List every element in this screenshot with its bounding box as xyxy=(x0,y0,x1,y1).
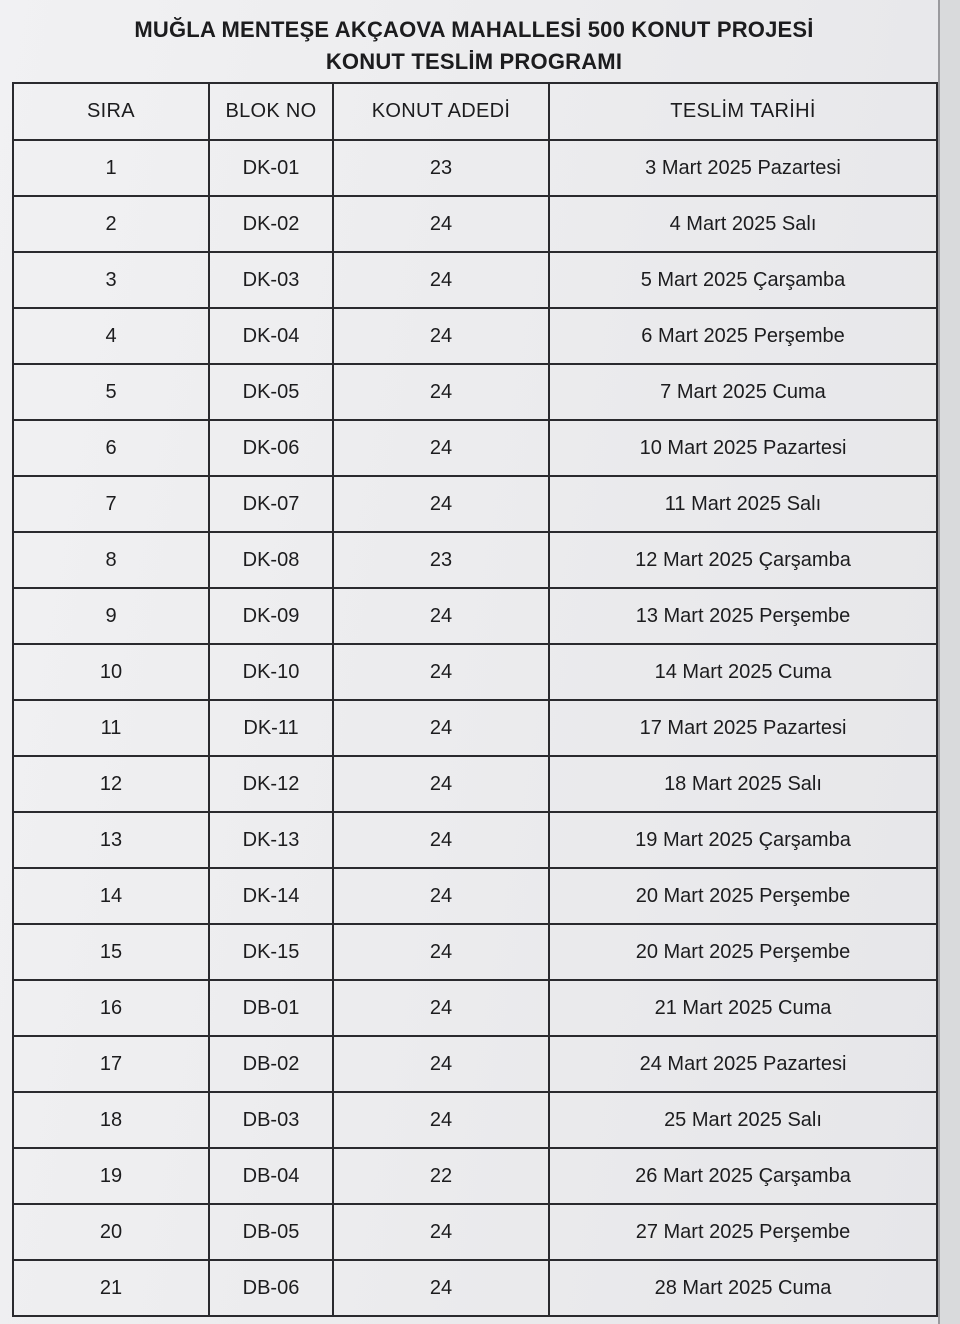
cell-sira: 15 xyxy=(13,924,209,980)
cell-sira: 6 xyxy=(13,420,209,476)
document-title xyxy=(12,0,936,82)
table-row xyxy=(13,588,937,644)
table-row xyxy=(13,756,937,812)
table-row xyxy=(13,812,937,868)
table-row xyxy=(13,1204,937,1260)
cell-blok-no: DB-02 xyxy=(209,1036,333,1092)
cell-konut-adedi: 22 xyxy=(333,1148,549,1204)
cell-blok-no: DK-02 xyxy=(209,196,333,252)
table-row xyxy=(13,252,937,308)
table-row xyxy=(13,980,937,1036)
cell-blok-no: DB-03 xyxy=(209,1092,333,1148)
table-row xyxy=(13,1092,937,1148)
cell-konut-adedi: 24 xyxy=(333,1036,549,1092)
cell-teslim-tarihi: 3 Mart 2025 Pazartesi xyxy=(549,140,937,196)
cell-sira: 19 xyxy=(13,1148,209,1204)
cell-teslim-tarihi: 20 Mart 2025 Perşembe xyxy=(549,924,937,980)
cell-konut-adedi: 24 xyxy=(333,252,549,308)
table-body xyxy=(13,140,937,1316)
cell-sira: 21 xyxy=(13,1260,209,1316)
cell-sira: 16 xyxy=(13,980,209,1036)
cell-sira: 18 xyxy=(13,1092,209,1148)
cell-teslim-tarihi: 5 Mart 2025 Çarşamba xyxy=(549,252,937,308)
cell-sira: 3 xyxy=(13,252,209,308)
cell-teslim-tarihi: 13 Mart 2025 Perşembe xyxy=(549,588,937,644)
cell-teslim-tarihi: 19 Mart 2025 Çarşamba xyxy=(549,812,937,868)
table-row xyxy=(13,700,937,756)
cell-teslim-tarihi: 14 Mart 2025 Cuma xyxy=(549,644,937,700)
cell-teslim-tarihi: 4 Mart 2025 Salı xyxy=(549,196,937,252)
cell-blok-no: DK-10 xyxy=(209,644,333,700)
cell-teslim-tarihi: 27 Mart 2025 Perşembe xyxy=(549,1204,937,1260)
cell-teslim-tarihi: 21 Mart 2025 Cuma xyxy=(549,980,937,1036)
cell-blok-no: DK-11 xyxy=(209,700,333,756)
table-row xyxy=(13,532,937,588)
table-row xyxy=(13,140,937,196)
cell-konut-adedi: 24 xyxy=(333,196,549,252)
cell-sira: 2 xyxy=(13,196,209,252)
cell-blok-no: DK-04 xyxy=(209,308,333,364)
header-konut-adedi: KONUT ADEDİ xyxy=(333,83,549,140)
header-sira: SIRA xyxy=(13,83,209,140)
cell-konut-adedi: 24 xyxy=(333,644,549,700)
cell-konut-adedi: 24 xyxy=(333,1204,549,1260)
delivery-schedule-table xyxy=(12,82,938,1317)
table-row xyxy=(13,308,937,364)
cell-sira: 1 xyxy=(13,140,209,196)
cell-teslim-tarihi: 25 Mart 2025 Salı xyxy=(549,1092,937,1148)
cell-blok-no: DK-09 xyxy=(209,588,333,644)
project-title: MUĞLA MENTEŞE AKÇAOVA MAHALLESİ 500 KONUT PROJESİ xyxy=(134,17,814,42)
cell-sira: 4 xyxy=(13,308,209,364)
table-row xyxy=(13,924,937,980)
header-teslim-tarihi: TESLİM TARİHİ xyxy=(549,83,937,140)
cell-konut-adedi: 24 xyxy=(333,476,549,532)
cell-sira: 12 xyxy=(13,756,209,812)
cell-teslim-tarihi: 20 Mart 2025 Perşembe xyxy=(549,868,937,924)
cell-teslim-tarihi: 18 Mart 2025 Salı xyxy=(549,756,937,812)
cell-sira: 10 xyxy=(13,644,209,700)
cell-blok-no: DK-05 xyxy=(209,364,333,420)
cell-teslim-tarihi: 24 Mart 2025 Pazartesi xyxy=(549,1036,937,1092)
cell-blok-no: DK-07 xyxy=(209,476,333,532)
cell-teslim-tarihi: 11 Mart 2025 Salı xyxy=(549,476,937,532)
cell-sira: 9 xyxy=(13,588,209,644)
table-row xyxy=(13,364,937,420)
cell-konut-adedi: 24 xyxy=(333,420,549,476)
cell-blok-no: DB-01 xyxy=(209,980,333,1036)
cell-konut-adedi: 24 xyxy=(333,980,549,1036)
cell-konut-adedi: 24 xyxy=(333,812,549,868)
cell-blok-no: DK-13 xyxy=(209,812,333,868)
cell-blok-no: DK-08 xyxy=(209,532,333,588)
table-row xyxy=(13,1036,937,1092)
table-row xyxy=(13,644,937,700)
cell-teslim-tarihi: 28 Mart 2025 Cuma xyxy=(549,1260,937,1316)
cell-teslim-tarihi: 12 Mart 2025 Çarşamba xyxy=(549,532,937,588)
cell-blok-no: DB-04 xyxy=(209,1148,333,1204)
cell-teslim-tarihi: 6 Mart 2025 Perşembe xyxy=(549,308,937,364)
schedule-title: KONUT TESLİM PROGRAMI xyxy=(325,49,623,74)
table-row xyxy=(13,196,937,252)
cell-sira: 14 xyxy=(13,868,209,924)
cell-konut-adedi: 24 xyxy=(333,588,549,644)
cell-sira: 5 xyxy=(13,364,209,420)
cell-blok-no: DB-05 xyxy=(209,1204,333,1260)
cell-sira: 11 xyxy=(13,700,209,756)
cell-blok-no: DK-03 xyxy=(209,252,333,308)
cell-teslim-tarihi: 26 Mart 2025 Çarşamba xyxy=(549,1148,937,1204)
cell-sira: 20 xyxy=(13,1204,209,1260)
cell-blok-no: DK-06 xyxy=(209,420,333,476)
cell-konut-adedi: 24 xyxy=(333,700,549,756)
header-blok-no: BLOK NO xyxy=(209,83,333,140)
cell-teslim-tarihi: 17 Mart 2025 Pazartesi xyxy=(549,700,937,756)
cell-blok-no: DK-12 xyxy=(209,756,333,812)
table-row xyxy=(13,1148,937,1204)
table-row xyxy=(13,476,937,532)
cell-konut-adedi: 24 xyxy=(333,1092,549,1148)
cell-sira: 17 xyxy=(13,1036,209,1092)
table-row xyxy=(13,420,937,476)
cell-teslim-tarihi: 7 Mart 2025 Cuma xyxy=(549,364,937,420)
cell-konut-adedi: 24 xyxy=(333,924,549,980)
cell-blok-no: DK-01 xyxy=(209,140,333,196)
cell-konut-adedi: 23 xyxy=(333,140,549,196)
cell-sira: 7 xyxy=(13,476,209,532)
table-header-row xyxy=(13,83,937,140)
cell-sira: 8 xyxy=(13,532,209,588)
cell-konut-adedi: 24 xyxy=(333,756,549,812)
table-row xyxy=(13,1260,937,1316)
cell-konut-adedi: 24 xyxy=(333,308,549,364)
cell-konut-adedi: 24 xyxy=(333,868,549,924)
cell-teslim-tarihi: 10 Mart 2025 Pazartesi xyxy=(549,420,937,476)
table-row xyxy=(13,868,937,924)
cell-konut-adedi: 23 xyxy=(333,532,549,588)
cell-blok-no: DB-06 xyxy=(209,1260,333,1316)
cell-blok-no: DK-14 xyxy=(209,868,333,924)
cell-konut-adedi: 24 xyxy=(333,364,549,420)
cell-konut-adedi: 24 xyxy=(333,1260,549,1316)
cell-blok-no: DK-15 xyxy=(209,924,333,980)
cell-sira: 13 xyxy=(13,812,209,868)
